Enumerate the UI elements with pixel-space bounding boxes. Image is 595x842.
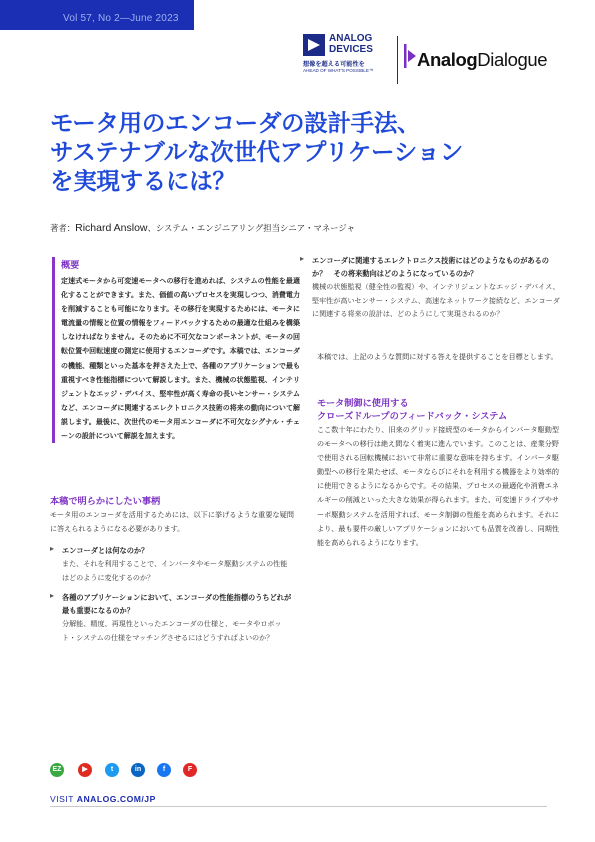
flipboard-icon[interactable]: F [183, 763, 197, 777]
title-line3: を実現するには？ [50, 167, 236, 195]
logo-divider [397, 36, 398, 84]
article-title [50, 109, 560, 196]
author-name: Richard Anslow [75, 222, 148, 234]
adi-tagline-en: AHEAD OF WHAT'S POSSIBLE™ [303, 68, 374, 73]
adi-name-line1: ANALOG [329, 33, 373, 44]
footer-visit: VISIT [50, 794, 77, 804]
goals-heading: 本稿で明らかにしたい事柄 [50, 496, 161, 507]
title-line2: サステナブルな次世代アプリケーション [50, 138, 463, 166]
engineerzone-icon[interactable]: EZ [50, 763, 64, 777]
column2-list [300, 254, 562, 328]
summary-body: 定速式モータから可変速モータへの移行を進めれば、システムの性能を最適化することができます。また、価値の高いプロセスを実現しつつ、消費電力を削減することも可能になります。その移行を実現するためには、モータに電流量の情報と位置の情報をフィードバックするための最適な仕組みを構築しなければなりません。そのために不可欠なコンポーネントが、モータの回転位置や回転速度の測定に使用するエンコーダです。本稿では、エンコーダの機能、種類といった基本を押さえた上で、各種のアプリケーションで最も重視すべき性能指標について解説します。また、機械の状態監視、インテリジェントなエッジ・デバイス、堅牢性が高く寿命の長いセンサー・システムなど、エンコーダに関連するエレクトロニクス技術の将来の動向について解説します。最後に、次世代のモータ用エンコーダに不可欠なシグナル・チェーンの設計について解説を加えます。 [61, 277, 300, 441]
analog-dialogue-icon [404, 44, 416, 68]
answer-text: また、それを利用することで、インバータやモータ駆動システムの性能はどのように変化するのか？ [62, 559, 288, 582]
adi-name-line2: DEVICES [329, 43, 373, 55]
facebook-icon[interactable]: f [157, 763, 171, 777]
summary-box [52, 257, 300, 443]
issue-label: Vol 57, No 2—June 2023 [63, 13, 179, 24]
column2-paragraph-2: ここ数十年にわたり、旧来のグリッド接続型のモータからインバータ駆動型のモータへの移行は絶え間なく着実に進んでいます。このことは、産業分野で使用される回転機械において非常に重要な意味を持ちます。インバータ駆動型への移行を果たせば、モータならびにそれを利用する機器をより効率的に使用できるようになるからです。その結果、プロセスの最適化や消費エネルギーの削減といった大きな効果が得られます。また、可変速ドライブやサーボ駆動システムを活用すれば、モータ制御の性能を高められます。それにより、最も要件の厳しいアプリケーションにおいても品質を改善し、同期性能を高められるようになります。 [317, 425, 559, 547]
dialogue-part1: Analog [417, 49, 478, 70]
author-label: 著者： [50, 223, 76, 233]
goals-intro: モータ用のエンコーダを活用するためには、以下に挙げるような重要な疑問に答えられるようになる必要があります。 [50, 510, 294, 534]
dialogue-part2: Dialogue [477, 49, 548, 70]
section-heading-line1: モータ制御に使用する [317, 398, 409, 409]
footer-divider [50, 806, 547, 807]
summary-heading: 概要 [61, 260, 80, 271]
question-text: ▸ エンコーダとは何なのか？ [62, 546, 149, 555]
answer-text: 機械の状態監視（健全性の監視）や、インテリジェントなエッジ・デバイス、堅牢性が高いセンサー・システム、高速なネットワーク接続など、エンコーダに関連する将来の設計は、どのようにして実現されるのか？ [312, 282, 560, 318]
footer-link[interactable] [50, 794, 156, 804]
twitter-icon[interactable]: t [105, 763, 119, 777]
adi-logo-text [329, 34, 395, 55]
adi-logo-icon [303, 34, 325, 56]
title-line1: モータ用のエンコーダの設計手法、 [50, 109, 421, 137]
list-item [50, 591, 294, 644]
author-role: 、システム・エンジニアリング担当シニア・マネージャ [147, 223, 355, 233]
adi-tagline-jp: 想像を超える可能性を [303, 61, 365, 68]
answer-text: 分解能、精度、再現性といったエンコーダの仕様と、モータやロボット・システムの仕様をマッチングさせるにはどうすればよいのか？ [62, 619, 282, 642]
column2-paragraph-1: 本稿では、上記のような質問に対する答えを提供することを目標とします。 [317, 352, 558, 361]
youtube-icon[interactable]: ▶ [78, 763, 92, 777]
analog-devices-logo[interactable] [303, 34, 395, 90]
linkedin-icon[interactable]: in [131, 763, 145, 777]
list-item [300, 254, 562, 321]
section-heading-line2: クローズドループのフィードバック・システム [317, 411, 508, 422]
question-text: ▸ エンコーダに関連するエレクトロニクス技術にはどのようなものがあるのか？ その将来動向はどのようになっているのか？ [312, 256, 549, 278]
question-text: ▸ 各種のアプリケーションにおいて、エンコーダの性能指標のうちどれが最も重要になるのか？ [62, 593, 292, 615]
footer-url: ANALOG.COM/JP [76, 794, 156, 804]
list-item [50, 544, 294, 584]
analog-dialogue-logo[interactable] [417, 49, 547, 71]
author-line [50, 222, 355, 234]
goals-list [50, 544, 294, 651]
